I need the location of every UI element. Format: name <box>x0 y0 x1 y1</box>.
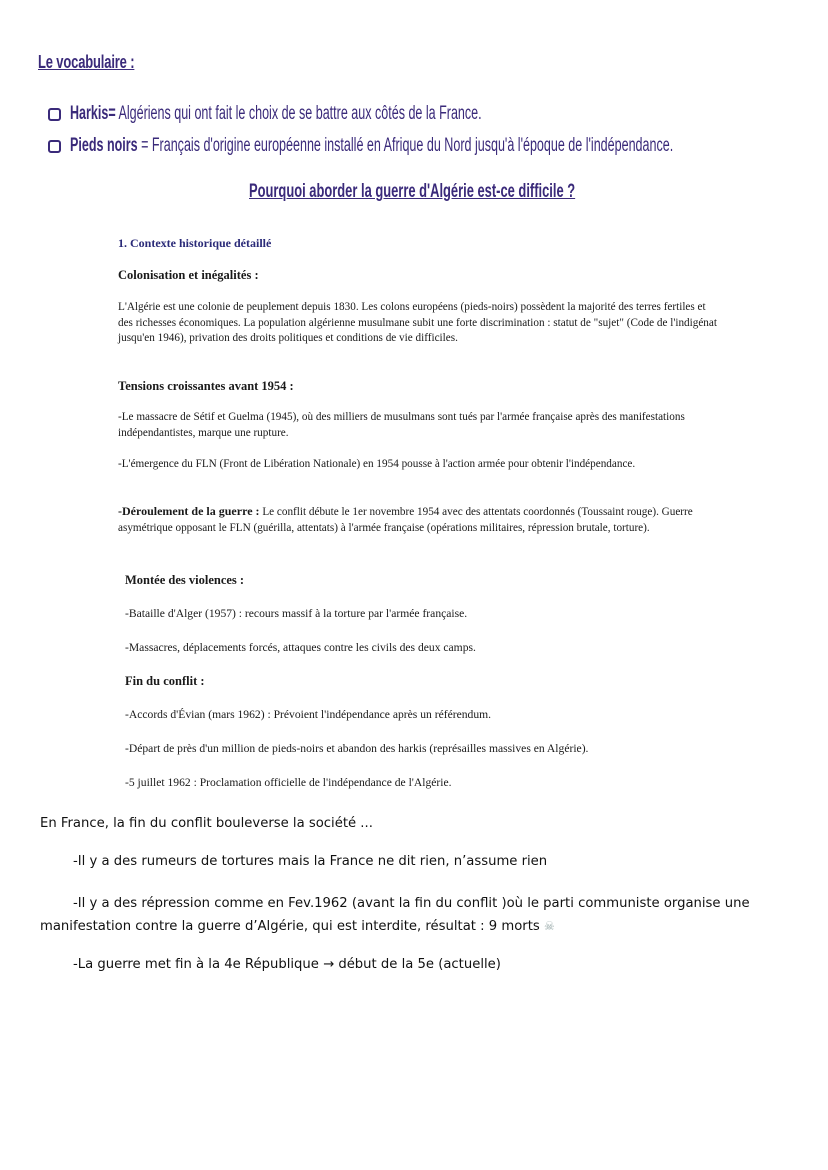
fin-item-3: -5 juillet 1962 : Proclamation officielle de l'indépendance de l'Algérie. <box>125 776 452 789</box>
notes-line-2 <box>40 893 765 938</box>
violences-heading: Montée des violences : <box>125 573 245 587</box>
vocabulary-title: Le vocabulaire : <box>38 52 135 72</box>
fin-heading: Fin du conflit : <box>125 674 205 688</box>
fin-item-2: -Départ de près d'un million de pieds-noirs et abandon des harkis (représailles massives en Algérie). <box>125 742 589 755</box>
fin-item-1: -Accords d'Évian (mars 1962) : Prévoient l'indépendance après un référendum. <box>125 708 492 721</box>
deroulement-text: Le conflit débute le 1er novembre 1954 avec des attentats coordonnés (Toussaint rouge). Guerre asymétrique opposant le FLN (guérilla, attentats) à l'armée française (opérations militaires, répression brutale, torture). <box>118 506 693 534</box>
skull-icon: ☠ <box>543 919 555 933</box>
notes-line-3: -La guerre met fin à la 4e République → début de la 5e (actuelle) <box>73 957 501 972</box>
vocab-definition: = Français d'origine européenne installé en Afrique du Nord jusqu'à l'époque de l'indépendance. <box>137 135 674 156</box>
vocab-term: Harkis= <box>70 103 116 124</box>
vocab-term: Pieds noirs <box>70 135 138 156</box>
notes-intro: En France, la fin du conflit bouleverse la société ... <box>40 816 373 831</box>
vocab-definition: Algériens qui ont fait le choix de se battre aux côtés de la France. <box>115 103 482 124</box>
violences-item-2: -Massacres, déplacements forcés, attaques contre les civils des deux camps. <box>125 641 476 654</box>
deroulement-paragraph <box>118 504 718 536</box>
colonisation-heading: Colonisation et inégalités : <box>118 268 259 282</box>
tensions-item-1: -Le massacre de Sétif et Guelma (1945), où des milliers de musulmans sont tués par l'armée française après des manifestations indépendantistes, marque une rupture. <box>118 411 685 439</box>
deroulement-label: -Déroulement de la guerre : <box>118 504 260 518</box>
notes-line-2-text: -Il y a des répression comme en Fev.1962 (avant la fin du conflit )où le parti communiste organise une manifestation contre la guerre d’Algérie, qui est interdite, résultat : 9 morts <box>40 896 750 934</box>
notes-line-1: -Il y a des rumeurs de tortures mais la France ne dit rien, n’assume rien <box>73 854 548 869</box>
colonisation-text: L'Algérie est une colonie de peuplement depuis 1830. Les colons européens (pieds-noirs) possèdent la majorité des terres fertiles et des richesses économiques. La population algérienne musulmane subit une forte discrimination : statut de "sujet" (Code de l'indigénat jusqu'en 1946), privation des droits politiques et conditions de vie difficiles. <box>118 301 717 344</box>
question-heading: Pourquoi aborder la guerre d'Algérie est-ce difficile ? <box>249 181 576 202</box>
tensions-item-2: -L'émergence du FLN (Front de Libération Nationale) en 1954 pousse à l'action armée pour obtenir l'indépendance. <box>118 458 636 470</box>
section-title: 1. Contexte historique détaillé <box>118 236 272 250</box>
tensions-heading: Tensions croissantes avant 1954 : <box>118 379 294 393</box>
violences-item-1: -Bataille d'Alger (1957) : recours massif à la torture par l'armée française. <box>125 607 468 620</box>
